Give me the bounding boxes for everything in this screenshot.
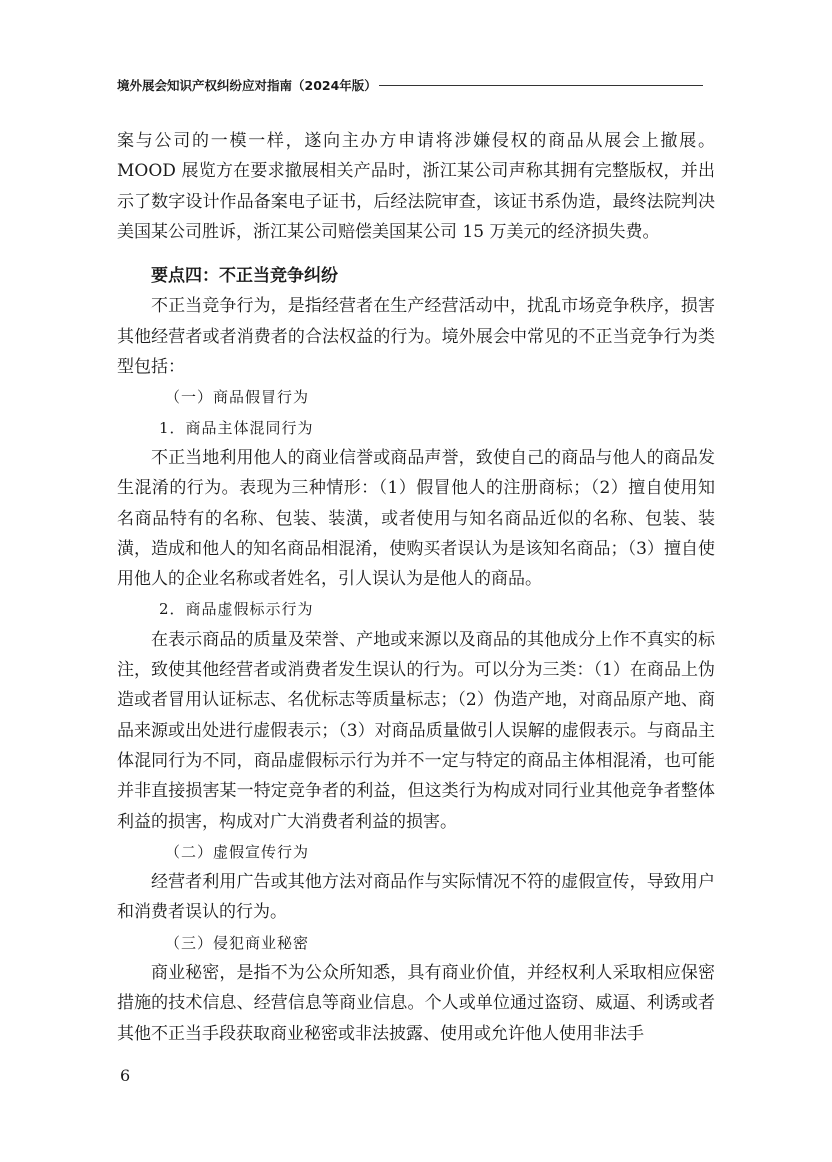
header-rule [379,85,703,86]
subheading-false-marking: 2．商品虚假标示行为 [159,600,314,619]
paragraph-confusion: 不正当地利用他人的商业信誉或商品声誉，致使自己的商品与他人的商品发生混淆的行为。表现为三种情形：（1）假冒他人的注册商标；（2）擅自使用知名商品特有的名称、包装、装潢，或者使用与知名商品近似的名称、包装、装潢，造成和他人的知名商品相混淆，使购买者误认为是该知名商品；（3）擅自使用他人的企业名称或者姓名，引人误认为是他人的商品。 [117,447,715,590]
paragraph-case-continuation: 案与公司的一模一样，遂向主办方申请将涉嫌侵权的商品从展会上撤展。MOOD 展览方在要求撤展相关产品时，浙江某公司声称其拥有完整版权，并出示了数字设计作品备案电子证书，后经法院审查，该证书系伪造，最终法院判决美国某公司胜诉，浙江某公司赔偿美国某公司 15 万美元的经济损失费。 [117,131,715,242]
paragraph-trade-secrets: 商业秘密，是指不为公众所知悉，具有商业价值，并经权利人采取相应保密措施的技术信息、经营信息等商业信息。个人或单位通过盗窃、威逼、利诱或者其他不正当手段获取商业秘密或非法披露、使用或允许他人使用非法手 [117,963,715,1044]
subheading-false-advertising: （二）虚假宣传行为 [165,842,310,861]
paragraph-false-advertising: 经营者利用广告或其他方法对商品作与实际情况不符的虚假宣传，导致用户和消费者误认的行为。 [117,872,715,923]
page-number: 6 [120,1066,131,1085]
subheading-trade-secrets: （三）侵犯商业秘密 [165,933,310,952]
section-heading-point-four: 要点四：不正当竞争纠纷 [151,266,338,287]
header-title: 境外展会知识产权纠纷应对指南（2024年版） [117,78,377,93]
paragraph-unfair-competition-definition: 不正当竞争行为，是指经营者在生产经营活动中，扰乱市场竞争秩序，损害其他经营者或者消费者的合法权益的行为。境外展会中常见的不正当竞争行为类型包括： [117,296,715,378]
subheading-counterfeit: （一）商品假冒行为 [165,388,310,407]
page-body [117,126,715,1049]
running-header [117,76,703,94]
subheading-confusion: 1．商品主体混同行为 [159,418,314,437]
paragraph-false-marking: 在表示商品的质量及荣誉、产地或来源以及商品的其他成分上作不真实的标注，致使其他经营者或消费者发生误认的行为。可以分为三类：（1）在商品上伪造或者冒用认证标志、名优标志等质量标志；（2）伪造产地，对商品原产地、商品来源或出处进行虚假表示；（3）对商品质量做引人误解的虚假表示。与商品主体混同行为不同，商品虚假标示行为并不一定与特定的商品主体相混淆，也可能并非直接损害某一特定竞争者的利益，但这类行为构成对同行业其他竞争者整体利益的损害，构成对广大消费者利益的损害。 [117,629,715,832]
